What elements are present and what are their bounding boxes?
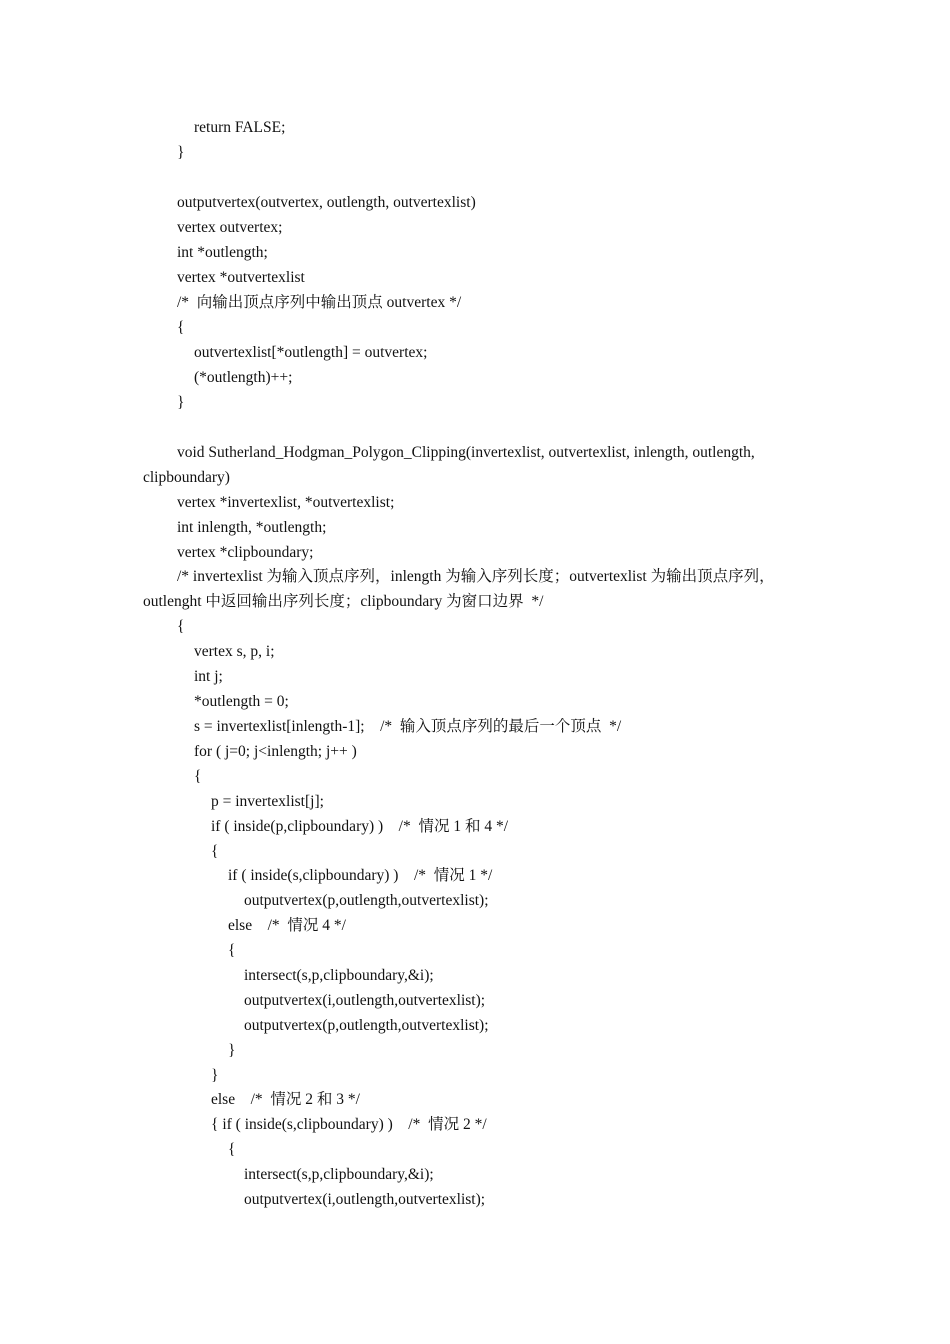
code-line: s = invertexlist[inlength-1]; /* 输入顶点序列的最后一个顶点 */	[194, 718, 622, 735]
code-line: {	[177, 618, 185, 635]
code-line: outputvertex(outvertex, outlength, outvertexlist)	[177, 194, 476, 211]
code-line: void Sutherland_Hodgman_Polygon_Clipping(invertexlist, outvertexlist, inlength, outlength,	[177, 444, 755, 461]
code-comment: outlenght 中返回输出序列长度；clipboundary 为窗口边界 */	[143, 593, 544, 610]
code-line: return FALSE;	[194, 119, 286, 136]
code-line: intersect(s,p,clipboundary,&i);	[244, 967, 434, 984]
code-line: *outlength = 0;	[194, 693, 289, 710]
code-line: }	[177, 144, 185, 161]
code-line: p = invertexlist[j];	[211, 793, 324, 810]
code-line: (*outlength)++;	[194, 369, 293, 386]
code-line: else /* 情况 4 */	[228, 917, 346, 934]
code-comment: /* 向输出顶点序列中输出顶点 outvertex */	[177, 294, 462, 311]
code-line: if ( inside(s,clipboundary) ) /* 情况 1 */	[228, 867, 493, 884]
code-line: for ( j=0; j<inlength; j++ )	[194, 743, 357, 760]
code-line: vertex *invertexlist, *outvertexlist;	[177, 494, 395, 511]
code-line: int *outlength;	[177, 244, 268, 261]
code-line: clipboundary)	[143, 469, 230, 486]
code-line: outputvertex(i,outlength,outvertexlist);	[244, 992, 486, 1009]
code-line: intersect(s,p,clipboundary,&i);	[244, 1166, 434, 1183]
code-line: int j;	[194, 668, 223, 685]
code-line: }	[228, 1042, 236, 1059]
code-line: outvertexlist[*outlength] = outvertex;	[194, 344, 428, 361]
code-line: int inlength, *outlength;	[177, 519, 327, 536]
code-line: {	[177, 319, 185, 336]
code-line: {	[211, 843, 219, 860]
code-line: vertex outvertex;	[177, 219, 283, 236]
code-line: }	[177, 394, 185, 411]
code-line: {	[228, 942, 236, 959]
code-line: vertex *outvertexlist	[177, 269, 305, 286]
code-line: {	[194, 768, 202, 785]
code-line: outputvertex(i,outlength,outvertexlist);	[244, 1191, 486, 1208]
code-line: outputvertex(p,outlength,outvertexlist);	[244, 1017, 489, 1034]
code-line: {	[228, 1141, 236, 1158]
code-line: else /* 情况 2 和 3 */	[211, 1091, 360, 1108]
code-line: vertex *clipboundary;	[177, 544, 314, 561]
code-line: { if ( inside(s,clipboundary) ) /* 情况 2 */	[211, 1116, 487, 1133]
code-line: vertex s, p, i;	[194, 643, 275, 660]
code-line: outputvertex(p,outlength,outvertexlist);	[244, 892, 489, 909]
code-line: }	[211, 1067, 219, 1084]
code-line: if ( inside(p,clipboundary) ) /* 情况 1 和 4 */	[211, 818, 509, 835]
code-comment: /* invertexlist 为输入顶点序列，inlength 为输入序列长度；outvertexlist 为输出顶点序列，	[177, 568, 775, 585]
